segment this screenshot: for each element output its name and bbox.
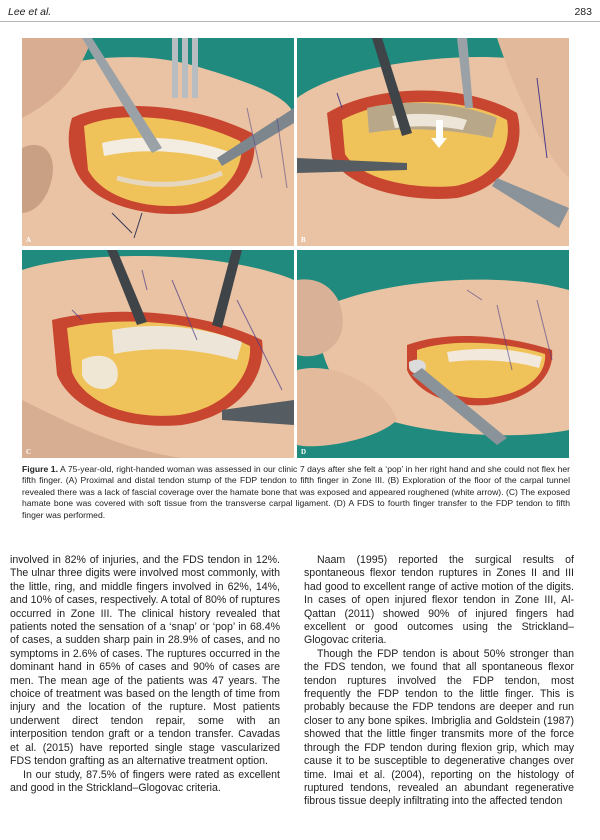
figure-panel-a [22, 38, 294, 246]
surgical-photo-d [297, 250, 569, 458]
paragraph: Though the FDP tendon is about 50% stronger than the FDS tendon, we found that all spontaneous flexor tendon ruptures involved the FDP tendon, most frequently the FDP tendon to the little finger. This is probably because the FDP tendons are deeper and run closer to any bone spikes. Imbriglia and Goldstein (1987) showed that the little finger transmits more of the force through the FDP tendon during flexion grip, which may cause it to be susceptible to degenerative changes over time. Imai et al. (2004), reporting on the histology of ruptured tendons, revealed an abundant regenerative fibrous tissue deeply infiltrating into the affected tendon [304, 647, 574, 808]
page-number: 283 [574, 6, 592, 18]
surgical-photo-c [22, 250, 294, 458]
figure-panel-b [297, 38, 569, 246]
panel-label-d: D [301, 448, 307, 456]
paragraph: Naam (1995) reported the surgical results of spontaneous flexor tendon ruptures in Zones II and III had good to excellent range of active motion of the digits. In cases of open injured flexor tendon in Zone III, Al-Qattan (2011) showed 90% of injured fingers had excellent or good outcomes using the Strickland–Glogovac criteria. [304, 554, 574, 647]
figure-panel-c [22, 250, 294, 458]
caption-text: A 75-year-old, right-handed woman was assessed in our clinic 7 days after she felt a ‘pop’ in her right hand and she could not flex her fifth finger. (A) Proximal and distal tendon stump of the FDP tendon to fifth finger in Zone III. (B) Exploration of the floor of the carpal tunnel revealed there was a lack of fascial coverage over the hamate bone that was exposed and appeared roughened (white arrow). (C) The exposed hamate bone was covered with soft tissue from the transverse carpal ligament. (D) A FDS to fourth finger transfer to the FDP tendon to fifth finger was performed. [22, 464, 570, 520]
header-divider [0, 21, 600, 22]
panel-label-c: C [26, 448, 32, 456]
page-header [8, 2, 592, 22]
body-column-right [304, 554, 574, 809]
figure-panel-d [297, 250, 569, 458]
running-authors: Lee et al. [8, 6, 52, 18]
surgical-photo-a [22, 38, 294, 246]
caption-label: Figure 1. [22, 464, 58, 474]
paragraph: In our study, 87.5% of fingers were rated as excellent and good in the Strickland–Glogovac criteria. [10, 768, 280, 794]
surgical-photo-b [297, 38, 569, 246]
body-column-left [10, 554, 280, 795]
panel-label-a: A [26, 236, 32, 244]
paragraph: involved in 82% of injuries, and the FDS tendon in 12%. The ulnar three digits were involved most commonly, with the little, ring, and middle fingers involved in 62%, 14%, and 10% of cases, respectively. A total of 80% of ruptures occurred in Zone III. The clinical history revealed that patients noted the sensation of a ‘snap’ or ‘pop’ in 68.4% of cases, a sudden sharp pain in 28.9% of cases, and no symptoms in 2.6% of cases. The ruptures occurred in the dominant hand in 65% of cases and 90% of cases are men. The mean age of the patients was 47 years. The choice of treatment was based on the length of time from injury and the location of the rupture. Most patients underwent direct tendon repair, some with an interposition tendon graft or a tendon transfer. Cavadas et al. (2015) have reported single stage vascularized FDS tendon grafting as an alternative treatment option. [10, 554, 280, 768]
figure-caption [22, 464, 570, 521]
panel-label-b: B [301, 236, 306, 244]
